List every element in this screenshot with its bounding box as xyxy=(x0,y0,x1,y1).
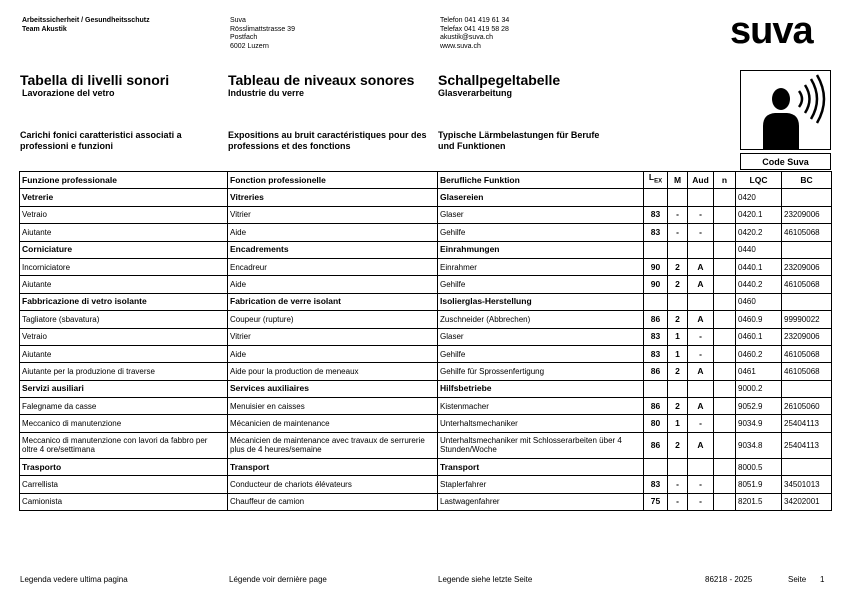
cell-fr: Encadrements xyxy=(228,241,438,258)
cell-lex: 80 xyxy=(644,415,668,432)
cell-bc: 25404113 xyxy=(782,432,832,458)
cell-fr: Aide xyxy=(228,276,438,293)
org-block xyxy=(22,17,150,34)
code-suva-label: Code Suva xyxy=(740,153,831,170)
cell-m: 2 xyxy=(668,398,688,415)
cell-fr: Encadreur xyxy=(228,258,438,275)
desc-fr: Expositions au bruit caractéristiques pour des professions et des fonctions xyxy=(228,130,427,151)
cell-fr: Mécanicien de maintenance xyxy=(228,415,438,432)
cell-de: Glaser xyxy=(438,206,644,223)
cell-lqc: 9034.8 xyxy=(736,432,782,458)
table-category-row xyxy=(20,458,832,475)
cell-fr: Aide pour la production de meneaux xyxy=(228,363,438,380)
table-row xyxy=(20,398,832,415)
org-line2: Team Akustik xyxy=(22,25,67,33)
cell-lex xyxy=(644,293,668,310)
cell-n xyxy=(714,258,736,275)
cell-aud: - xyxy=(688,328,714,345)
cell-bc xyxy=(782,380,832,397)
cell-de: Gehilfe xyxy=(438,345,644,362)
cell-it: Camionista xyxy=(20,493,228,510)
cell-bc xyxy=(782,241,832,258)
cell-lex: 83 xyxy=(644,345,668,362)
desc-de: Typische Lärmbelastungen für Berufe und Funktionen xyxy=(438,130,600,151)
col-header-n: n xyxy=(714,172,736,189)
cell-m xyxy=(668,241,688,258)
cell-n xyxy=(714,493,736,510)
cell-bc: 34202001 xyxy=(782,493,832,510)
col-header-aud: Aud xyxy=(688,172,714,189)
cell-m: 2 xyxy=(668,363,688,380)
cell-lex: 83 xyxy=(644,206,668,223)
cell-n xyxy=(714,415,736,432)
table-category-row xyxy=(20,293,832,310)
cell-de: Transport xyxy=(438,458,644,475)
cell-n xyxy=(714,345,736,362)
cell-lqc: 0420 xyxy=(736,189,782,206)
cell-it: Servizi ausiliari xyxy=(20,380,228,397)
cell-bc: 23209006 xyxy=(782,328,832,345)
footer-legend-de: Legende siehe letzte Seite xyxy=(438,575,533,584)
cell-n xyxy=(714,398,736,415)
email-link[interactable]: akustik@suva.ch xyxy=(440,34,494,41)
cell-lqc: 0420.1 xyxy=(736,206,782,223)
cell-m xyxy=(668,458,688,475)
cell-lqc: 9052.9 xyxy=(736,398,782,415)
cell-lex: 86 xyxy=(644,363,668,380)
cell-de: Lastwagenfahrer xyxy=(438,493,644,510)
cell-it: Fabbricazione di vetro isolante xyxy=(20,293,228,310)
cell-m: - xyxy=(668,206,688,223)
cell-m: - xyxy=(668,476,688,493)
col-header-fr: Fonction professionelle xyxy=(228,172,438,189)
cell-it: Aiutante xyxy=(20,345,228,362)
cell-lqc: 0460.9 xyxy=(736,311,782,328)
cell-de: Unterhaltsmechaniker mit Schlosserarbeiten über 4 Stunden/Woche xyxy=(438,432,644,458)
cell-aud: - xyxy=(688,345,714,362)
table-category-row xyxy=(20,380,832,397)
cell-aud xyxy=(688,189,714,206)
cell-n xyxy=(714,241,736,258)
cell-bc: 99990022 xyxy=(782,311,832,328)
phone: Telefon 041 419 61 34 xyxy=(440,17,510,24)
cell-de: Gehilfe xyxy=(438,224,644,241)
cell-aud: A xyxy=(688,276,714,293)
cell-m xyxy=(668,189,688,206)
cell-fr: Vitreries xyxy=(228,189,438,206)
cell-fr: Vitrier xyxy=(228,328,438,345)
noise-level-table xyxy=(19,171,832,511)
cell-lqc: 9034.9 xyxy=(736,415,782,432)
table-row xyxy=(20,476,832,493)
cell-fr: Mécanicien de maintenance avec travaux de serrurerie plus de 4 heures/semaine xyxy=(228,432,438,458)
cell-lex: 86 xyxy=(644,398,668,415)
title-fr: Tableau de niveaux sonores xyxy=(228,72,415,88)
address-line: 6002 Luzern xyxy=(230,42,269,50)
col-header-lex: $L_{EX}$ xyxy=(644,172,668,189)
cell-de: Unterhaltsmechaniker xyxy=(438,415,644,432)
table-header-row xyxy=(20,172,832,189)
cell-fr: Fabrication de verre isolant xyxy=(228,293,438,310)
cell-m: 1 xyxy=(668,345,688,362)
col-header-bc: BC xyxy=(782,172,832,189)
cell-it: Corniciature xyxy=(20,241,228,258)
cell-fr: Menuisier en caisses xyxy=(228,398,438,415)
cell-lqc: 0440.1 xyxy=(736,258,782,275)
cell-bc: 46105068 xyxy=(782,345,832,362)
cell-n xyxy=(714,328,736,345)
cell-bc xyxy=(782,189,832,206)
table-row xyxy=(20,311,832,328)
cell-m: 2 xyxy=(668,258,688,275)
cell-bc: 34501013 xyxy=(782,476,832,493)
cell-aud: - xyxy=(688,224,714,241)
cell-it: Tagliatore (sbavatura) xyxy=(20,311,228,328)
cell-it: Trasporto xyxy=(20,458,228,475)
title-de: Schallpegeltabelle xyxy=(438,72,561,88)
col-header-m: M xyxy=(668,172,688,189)
cell-fr: Conducteur de chariots élévateurs xyxy=(228,476,438,493)
cell-m: 1 xyxy=(668,328,688,345)
cell-it: Incorniciatore xyxy=(20,258,228,275)
cell-de: Gehilfe xyxy=(438,276,644,293)
cell-m: - xyxy=(668,224,688,241)
cell-it: Falegname da casse xyxy=(20,398,228,415)
address-line: Rösslimattstrasse 39 xyxy=(230,25,295,33)
cell-lex xyxy=(644,241,668,258)
cell-fr: Aide xyxy=(228,345,438,362)
cell-lqc: 8000.5 xyxy=(736,458,782,475)
cell-m xyxy=(668,380,688,397)
title-it-block xyxy=(20,72,225,99)
cell-lex: 83 xyxy=(644,224,668,241)
cell-n xyxy=(714,311,736,328)
cell-de: Isolierglas-Herstellung xyxy=(438,293,644,310)
table-row xyxy=(20,328,832,345)
table-row xyxy=(20,493,832,510)
table-row xyxy=(20,345,832,362)
table-row xyxy=(20,224,832,241)
cell-bc: 23209006 xyxy=(782,206,832,223)
cell-lqc: 8051.9 xyxy=(736,476,782,493)
cell-lex xyxy=(644,189,668,206)
cell-de: Zuschneider (Abbrechen) xyxy=(438,311,644,328)
cell-m xyxy=(668,293,688,310)
cell-bc: 25404113 xyxy=(782,415,832,432)
footer-doc-number: 86218 - 2025 xyxy=(705,575,753,584)
website-link[interactable]: www.suva.ch xyxy=(440,42,481,50)
cell-it: Meccanico di manutenzione xyxy=(20,415,228,432)
cell-m: 2 xyxy=(668,432,688,458)
fax: Telefax 041 419 58 28 xyxy=(440,25,509,33)
table-row xyxy=(20,258,832,275)
cell-lex xyxy=(644,380,668,397)
cell-lqc: 0460 xyxy=(736,293,782,310)
cell-fr: Aide xyxy=(228,224,438,241)
table-row xyxy=(20,206,832,223)
cell-aud: A xyxy=(688,363,714,380)
cell-n xyxy=(714,189,736,206)
cell-aud xyxy=(688,293,714,310)
footer-page-number: 1 xyxy=(820,575,825,584)
col-header-it: Funzione professionale xyxy=(20,172,228,189)
table-row xyxy=(20,432,832,458)
cell-lqc: 0461 xyxy=(736,363,782,380)
cell-n xyxy=(714,380,736,397)
cell-m: 2 xyxy=(668,276,688,293)
cell-it: Vetraio xyxy=(20,328,228,345)
cell-aud: A xyxy=(688,258,714,275)
cell-lex: 90 xyxy=(644,258,668,275)
cell-de: Hilfsbetriebe xyxy=(438,380,644,397)
footer-page-label: Seite xyxy=(788,575,807,584)
contact-block xyxy=(440,17,509,51)
cell-lqc: 9000.2 xyxy=(736,380,782,397)
cell-bc: 46105068 xyxy=(782,224,832,241)
cell-fr: Vitrier xyxy=(228,206,438,223)
cell-n xyxy=(714,432,736,458)
cell-lqc: 0440 xyxy=(736,241,782,258)
cell-n xyxy=(714,458,736,475)
cell-bc xyxy=(782,458,832,475)
org-line1: Arbeitssicherheit / Gesundheitsschutz xyxy=(22,17,150,24)
cell-bc: 23209006 xyxy=(782,258,832,275)
cell-m: 1 xyxy=(668,415,688,432)
cell-de: Glasereien xyxy=(438,189,644,206)
cell-it: Carrellista xyxy=(20,476,228,493)
cell-n xyxy=(714,276,736,293)
table-category-row xyxy=(20,241,832,258)
subtitle-de: Glasverarbeitung xyxy=(438,88,513,98)
cell-aud: - xyxy=(688,493,714,510)
table-row xyxy=(20,276,832,293)
cell-lqc: 0420.2 xyxy=(736,224,782,241)
cell-aud xyxy=(688,380,714,397)
cell-de: Staplerfahrer xyxy=(438,476,644,493)
cell-it: Vetrerie xyxy=(20,189,228,206)
cell-n xyxy=(714,363,736,380)
cell-it: Aiutante xyxy=(20,276,228,293)
person-noise-icon xyxy=(740,70,831,150)
cell-m: 2 xyxy=(668,311,688,328)
address-line: Postfach xyxy=(230,34,258,41)
cell-it: Aiutante xyxy=(20,224,228,241)
cell-de: Kistenmacher xyxy=(438,398,644,415)
cell-n xyxy=(714,206,736,223)
footer-legend-it: Legenda vedere ultima pagina xyxy=(20,575,128,584)
cell-lex: 75 xyxy=(644,493,668,510)
title-fr-block xyxy=(228,72,433,99)
cell-lex: 86 xyxy=(644,432,668,458)
cell-aud: - xyxy=(688,476,714,493)
cell-lex: 83 xyxy=(644,328,668,345)
cell-lex: 83 xyxy=(644,476,668,493)
cell-aud xyxy=(688,241,714,258)
cell-aud xyxy=(688,458,714,475)
cell-lex xyxy=(644,458,668,475)
address-block xyxy=(230,17,295,51)
subtitle-it: Lavorazione del vetro xyxy=(22,88,115,98)
cell-lqc: 0440.2 xyxy=(736,276,782,293)
table-category-row xyxy=(20,189,832,206)
subtitle-fr: Industrie du verre xyxy=(228,88,305,98)
title-it: Tabella di livelli sonori xyxy=(20,72,170,88)
col-header-de: Berufliche Funktion xyxy=(438,172,644,189)
cell-lex: 90 xyxy=(644,276,668,293)
cell-bc xyxy=(782,293,832,310)
cell-lqc: 0460.1 xyxy=(736,328,782,345)
cell-aud: - xyxy=(688,206,714,223)
cell-it: Vetraio xyxy=(20,206,228,223)
cell-de: Einrahmungen xyxy=(438,241,644,258)
cell-aud: A xyxy=(688,432,714,458)
cell-fr: Services auxiliaires xyxy=(228,380,438,397)
cell-lqc: 8201.5 xyxy=(736,493,782,510)
cell-it: Aiutante per la produzione di traverse xyxy=(20,363,228,380)
desc-it: Carichi fonici caratteristici associati a professioni e funzioni xyxy=(20,130,182,151)
cell-n xyxy=(714,293,736,310)
cell-aud: A xyxy=(688,398,714,415)
cell-n xyxy=(714,476,736,493)
col-header-lqc: LQC xyxy=(736,172,782,189)
cell-bc: 46105068 xyxy=(782,276,832,293)
cell-fr: Chauffeur de camion xyxy=(228,493,438,510)
cell-de: Einrahmer xyxy=(438,258,644,275)
cell-m: - xyxy=(668,493,688,510)
cell-aud: A xyxy=(688,311,714,328)
cell-lex: 86 xyxy=(644,311,668,328)
suva-logo: suva xyxy=(730,10,813,52)
footer-legend-fr: Légende voir dernière page xyxy=(229,575,327,584)
cell-bc: 46105068 xyxy=(782,363,832,380)
address-line: Suva xyxy=(230,17,246,24)
cell-fr: Coupeur (rupture) xyxy=(228,311,438,328)
cell-bc: 26105060 xyxy=(782,398,832,415)
cell-de: Glaser xyxy=(438,328,644,345)
table-row xyxy=(20,363,832,380)
cell-it: Meccanico di manutenzione con lavori da fabbro per oltre 4 ore/settimana xyxy=(20,432,228,458)
cell-n xyxy=(714,224,736,241)
cell-de: Gehilfe für Sprossenfertigung xyxy=(438,363,644,380)
cell-aud: - xyxy=(688,415,714,432)
cell-lqc: 0460.2 xyxy=(736,345,782,362)
cell-fr: Transport xyxy=(228,458,438,475)
table-row xyxy=(20,415,832,432)
title-de-block xyxy=(438,72,643,99)
